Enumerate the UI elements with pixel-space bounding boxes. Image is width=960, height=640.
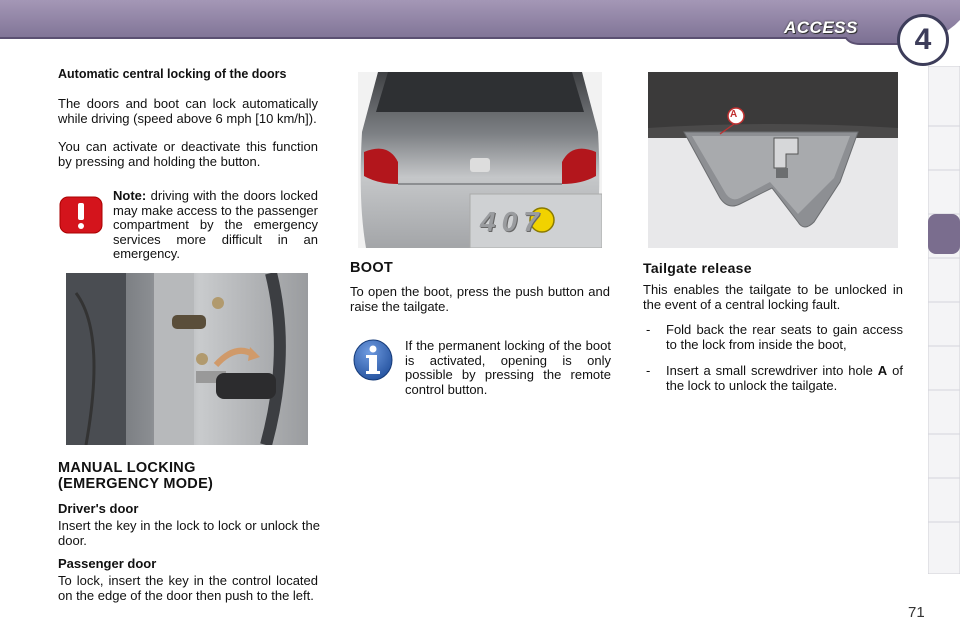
warning-icon (58, 195, 104, 235)
bullet-marker-1: - (646, 322, 651, 337)
bullet-marker-2: - (646, 363, 651, 378)
tailgate-intro-text: This enables the tailgate to be unlocked in the event of a central locking fault. (643, 282, 903, 312)
bullet-2-hole-label: A (877, 363, 888, 378)
info-text: If the permanent locking of the boot is activated, opening is only possible by pressing the remote control button. (405, 338, 611, 397)
tailgate-bullet-2 (666, 364, 903, 393)
boot-title: BOOT (350, 260, 394, 276)
note-label: Note: (113, 188, 147, 203)
boot-text: To open the boot, press the push button and raise the tailgate. (350, 284, 610, 314)
tailgate-lock-photo (648, 72, 898, 248)
chapter-tab-strip (928, 66, 960, 574)
page-number: 71 (908, 604, 925, 621)
badge-407: 407 (480, 206, 545, 237)
auto-lock-paragraph-2: You can activate or deactivate this function by pressing and holding the button. (58, 139, 318, 169)
manual-locking-title: MANUAL LOCKING (EMERGENCY MODE) (58, 460, 214, 492)
note-text: driving with the doors locked may make access to the passenger compartment by the emergency services more difficult in an emergency. (113, 188, 318, 261)
chapter-title: ACCESS (784, 18, 858, 37)
callout-label-a: A (730, 109, 738, 120)
auto-lock-paragraph-1: The doors and boot can lock automatically while driving (speed above 6 mph [10 km/h]). (58, 96, 318, 126)
door-lock-photo (66, 273, 308, 445)
drivers-door-title: Driver's door (58, 501, 139, 516)
active-chapter-tab (928, 214, 960, 254)
passenger-door-text: To lock, insert the key in the control located on the edge of the door then push to the left. (58, 573, 318, 603)
drivers-door-text: Insert the key in the lock to lock or unlock the door. (58, 518, 320, 548)
info-icon (352, 338, 394, 382)
auto-lock-title: Automatic central locking of the doors (58, 67, 287, 81)
note-paragraph (113, 189, 318, 262)
passenger-door-title: Passenger door (58, 556, 157, 571)
bullet-2-text-end: of the lock to unlock the tailgate. (666, 363, 903, 393)
tailgate-release-title: Tailgate release (643, 260, 752, 276)
chapter-number: 4 (897, 14, 949, 66)
tailgate-bullet-1: Fold back the rear seats to gain access to the lock from inside the boot, (666, 322, 903, 352)
bullet-2-text-start: Insert a small screwdriver into hole (666, 363, 878, 378)
